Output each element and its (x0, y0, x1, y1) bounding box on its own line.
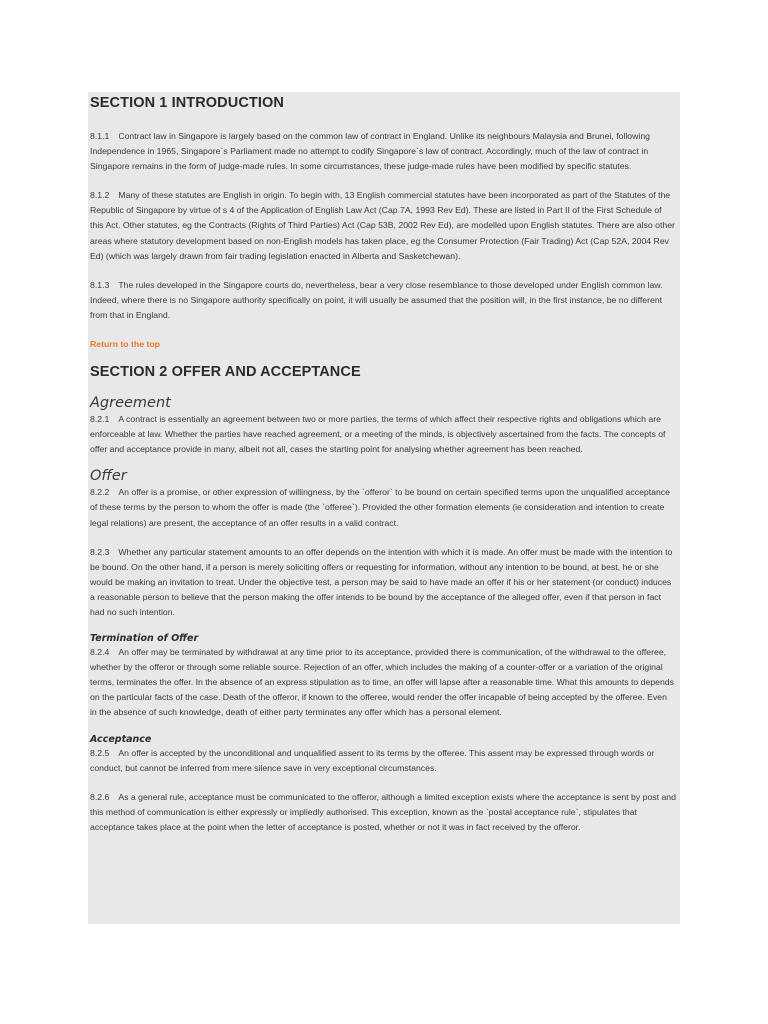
paragraph-text: As a general rule, acceptance must be communicated to the offeror, although a limited exception exists where the acceptance is sent by post and this method of communication is either expressly or impliedly authorised. This exception, known as the `postal acceptance rule`, stipulates that acceptance takes place at the point when the letter of acceptance is posted, whether or not it was in fact received by the offeror. (90, 791, 676, 832)
paragraph-8-2-3 (90, 545, 676, 620)
termination-of-offer-heading: Termination of Offer (90, 633, 199, 645)
agreement-heading: Agreement (90, 395, 171, 412)
paragraph-number: 8.1.2 (90, 190, 110, 201)
section-2-title: SECTION 2 OFFER AND ACCEPTANCE (90, 364, 361, 381)
paragraph-text: Many of these statutes are English in origin. To begin with, 13 English commercial statutes have been incorporated as part of the Statutes of the Republic of Singapore by virtue of s 4 of the Application of English Law Act (Cap 7A, 1993 Rev Ed). These are listed in Part II of the First Schedule of this Act. Other statutes, eg the Contracts (Rights of Third Parties) Act (Cap 53B, 2002 Rev Ed), are modelled upon English statutes. There are also other areas where statutory development based on non-English models has taken place, eg the Consumer Protection (Fair Trading) Act (Cap 52A, 2004 Rev Ed) (which was largely drawn from fair trading legislation enacted in Alberta and Sasketchewan). (90, 190, 675, 261)
offer-heading: Offer (90, 468, 127, 485)
paragraph-8-2-6 (90, 790, 676, 835)
paragraph-text: The rules developed in the Singapore courts do, nevertheless, bear a very close resemblance to those developed under English common law. Indeed, where there is no Singapore authority specifically on point, it will usually be assumed that the position will, in the first instance, be no different from that in England. (90, 279, 663, 320)
paragraph-text: An offer is accepted by the unconditional and unqualified assent to its terms by the offeree. This assent may be expressed through words or conduct, but cannot be inferred from mere silence save in very exceptional circumstances. (90, 747, 655, 773)
paragraph-8-2-4 (90, 645, 676, 720)
paragraph-number: 8.2.2 (90, 487, 110, 498)
paragraph-8-1-3 (90, 278, 676, 323)
paragraph-text: Contract law in Singapore is largely based on the common law of contract in England. Unlike its neighbours Malaysia and Brunei, following Independence in 1965, Singapore`s Parliament made no attempt to codify Singapore`s law of contract. Accordingly, much of the law of contract in Singapore remains in the form of judge-made rules. In some circumstances, these judge-made rules have been modified by specific statutes. (90, 131, 651, 172)
paragraph-8-2-2 (90, 485, 676, 530)
paragraph-number: 8.1.1 (90, 131, 110, 141)
paragraph-number: 8.2.4 (90, 647, 110, 658)
paragraph-number: 8.2.6 (90, 791, 110, 802)
paragraph-8-1-2 (90, 188, 676, 263)
paragraph-text: An offer may be terminated by withdrawal at any time prior to its acceptance, provided there is communication, of the withdrawal to the offeree, whether by the offeror or through some reliable source. Rejection of an offer, which includes the making of a counter-offer or a variation of the original terms, terminates the offer. In the absence of an express stipulation as to time, an offer will lapse after a reasonable time. What this amounts to depends on the particular facts of the case. Death of the offeror, if known to the offeree, would render the offer incapable of being accepted by the offeree. Even in the absence of such knowledge, death of either party terminates any offer which has a personal element. (90, 647, 674, 718)
section-1-title: SECTION 1 INTRODUCTION (90, 95, 284, 111)
paragraph-number: 8.2.5 (90, 747, 110, 758)
paragraph-text: A contract is essentially an agreement between two or more parties, the terms of which affect their respective rights and obligations which are enforceable at law. Whether the parties have reached agreement, or a meeting of the minds, is objectively ascertained from the facts. The concepts of offer and acceptance provide in many, albeit not all, cases the starting point for analysing whether agreement has been reached. (90, 414, 666, 455)
document-page (88, 92, 680, 924)
paragraph-text: An offer is a promise, or other expression of willingness, by the `offeror` to be bound on certain specified terms upon the unqualified acceptance of these terms by the person to whom the offer is made (the `offeree`). Provided the other formation elements (ie consideration and intention to create legal relations) are present, the acceptance of an offer results in a valid contract. (90, 487, 670, 528)
acceptance-heading: Acceptance (90, 733, 152, 745)
paragraph-8-2-1 (90, 412, 676, 457)
return-to-top-link[interactable]: Return to the top (90, 339, 160, 350)
paragraph-number: 8.1.3 (90, 279, 110, 290)
paragraph-text: Whether any particular statement amounts to an offer depends on the intention with which it is made. An offer must be made with the intention to be bound. On the other hand, if a person is merely soliciting offers or requesting for information, without any intention to be bound, at best, he or she would be making an invitation to treat. Under the objective test, a person may be said to have made an offer if his or her statement (or conduct) induces a reasonable person to believe that the person making the offer intends to be bound by the acceptance of the alleged offer, even if that person in fact had no such intention. (90, 546, 673, 617)
paragraph-number: 8.2.1 (90, 414, 110, 425)
paragraph-number: 8.2.3 (90, 546, 110, 557)
paragraph-8-2-5 (90, 746, 676, 776)
paragraph-8-1-1 (90, 129, 676, 174)
